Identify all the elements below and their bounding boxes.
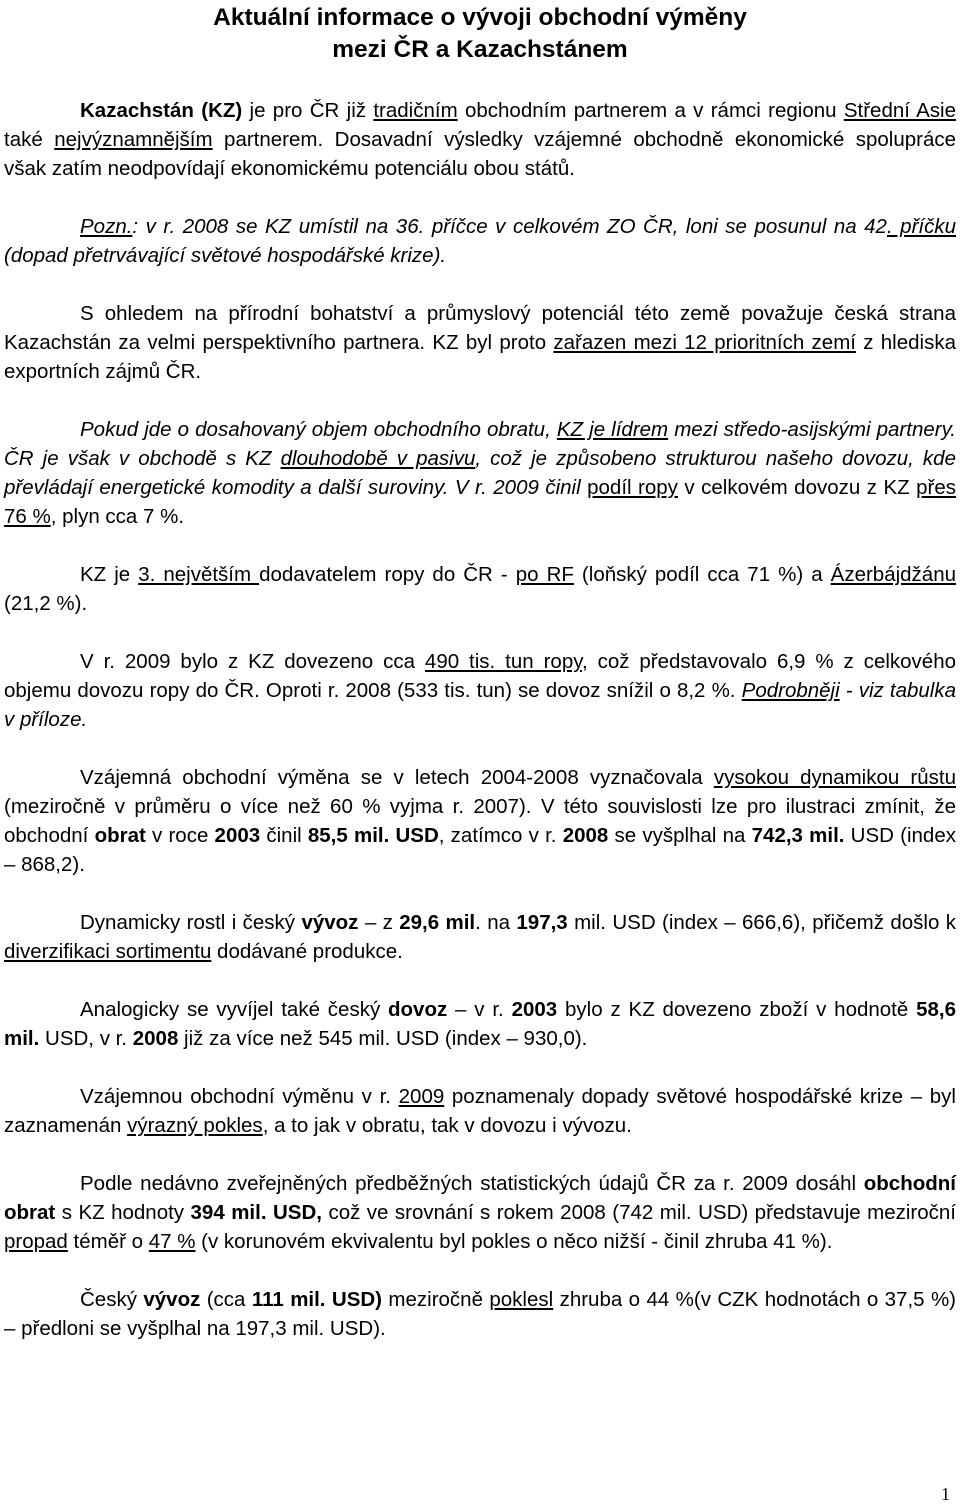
paragraph-export-2009: Český vývoz (cca 111 mil. USD) meziročně poklesl zhruba o 44 %(v CZK hodnotách o 37,5 %) – předloni se vyšplhal na 197,3 mil. USD). [4, 1288, 957, 1340]
paragraph-intro: Kazachstán (KZ) je pro ČR již tradičním obchodním partnerem a v rámci regionu Střední Asie také nejvýznamnějším partnerem. Dosavadní výsledky vzájemné obchodně ekonomické spolupráce však zatím neodpovídají ekonomickému potenciálu obou států. [4, 99, 957, 180]
paragraph-crisis: Vzájemnou obchodní výměnu v r. 2009 poznamenaly dopady světové hospodářské krize – byl zaznamenán výrazný pokles, a to jak v obratu, tak v dovozu i vývozu. [4, 1085, 956, 1137]
kz-term: Kazachstán (KZ) [80, 99, 243, 122]
paragraph-dynamics: Vzájemná obchodní výměna se v letech 2004-2008 vyznačovala vysokou dynamikou růstu (meziročně v průměru o více než 60 % vyjma r. 2007). V této souvislosti lze pro ilustraci zmínit, že obchodní obrat v roce 2003 činil 85,5 mil. USD, zatímco v r. 2008 se vyšplhal na 742,3 mil. USD (index – 868,2). [4, 766, 956, 876]
paragraph-turnover-2009: Podle nedávno zveřejněných předběžných statistických údajů ČR za r. 2009 dosáhl obchodní obrat s KZ hodnoty 394 mil. USD, což ve srovnání s rokem 2008 (742 mil. USD) představuje meziroční propad téměř o 47 % (v korunovém ekvivalentu byl pokles o něco nižší - činil zhruba 41 %). [4, 1172, 956, 1253]
document-page [4, 0, 956, 1343]
paragraph-export: Dynamicky rostl i český vývoz – z 29,6 mil. na 197,3 mil. USD (index – 666,6), přičemž došlo k diverzifikaci sortimentu dodávané produkce. [4, 911, 956, 963]
document-title [4, 0, 956, 66]
details-link[interactable]: Podrobněji [741, 679, 840, 702]
paragraph-oil-import: V r. 2009 bylo z KZ dovezeno cca 490 tis. tun ropy, což představovalo 6,9 % z celkového objemu dovozu ropy do ČR. Oproti r. 2008 (533 tis. tun) se dovoz snížil o 8,2 %. Podrobněji - viz tabulka v příloze. [4, 650, 957, 731]
paragraph-trade-structure: Pokud jde o dosahovaný objem obchodního obratu, KZ je lídrem mezi středo-asijskými partnery. ČR je však v obchodě s KZ dlouhodobě v pasivu, což je způsobeno strukturou našeho dovozu, kde převládají energetické komodity a další suroviny. V r. 2009 činil podíl ropy v celkovém dovozu z KZ přes 76 %, plyn cca 7 %. [4, 418, 957, 528]
paragraph-note: Pozn.: v r. 2008 se KZ umístil na 36. příčce v celkovém ZO ČR, loni se posunul na 42. příčku (dopad přetrvávající světové hospodářské krize). [4, 215, 956, 267]
paragraph-potential: S ohledem na přírodní bohatství a průmyslový potenciál této země považuje česká strana Kazachstán za velmi perspektivního partnera. KZ byl proto zařazen mezi 12 prioritních zemí z hlediska exportních zájmů ČR. [4, 302, 956, 383]
page-number: 1 [941, 1484, 950, 1504]
paragraph-import: Analogicky se vyvíjel také český dovoz – v r. 2003 bylo z KZ dovezeno zboží v hodnotě 58,6 mil. USD, v r. 2008 již za více než 545 mil. USD (index – 930,0). [4, 998, 956, 1050]
paragraph-oil-supplier: KZ je 3. největším dodavatelem ropy do ČR - po RF (loňský podíl cca 71 %) a Ázerbájdžánu (21,2 %). [4, 563, 957, 615]
title-line-1: Aktuální informace o vývoji obchodní výměny [213, 4, 747, 31]
title-line-2: mezi ČR a Kazachstánem [332, 36, 628, 63]
